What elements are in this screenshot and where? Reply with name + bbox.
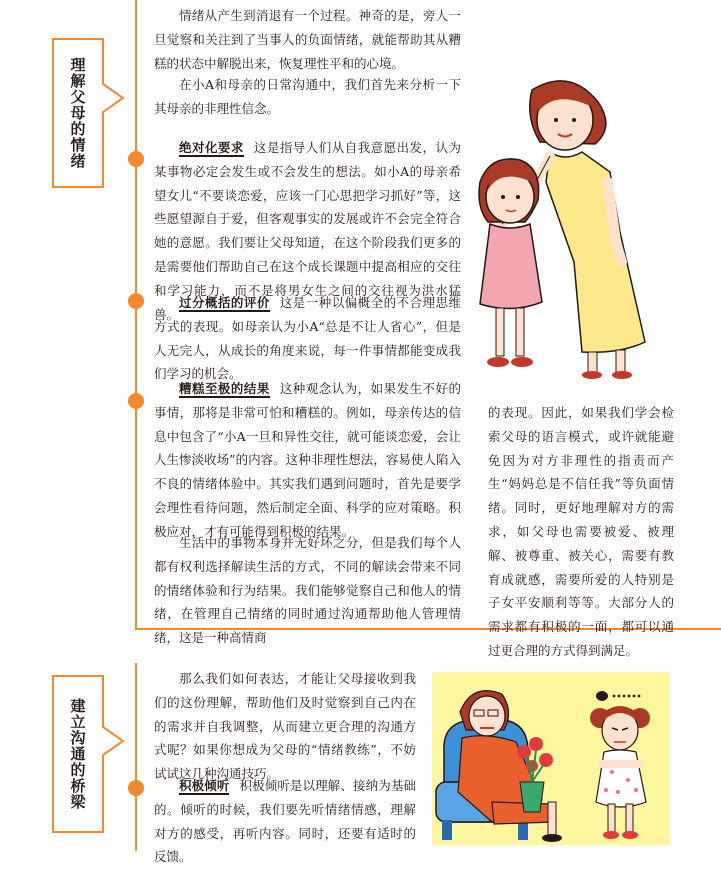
catastrophizing-heading: 糟糕至极的结果 — [179, 381, 270, 396]
section2-tag — [52, 675, 104, 833]
overgeneralization-heading: 过分概括的评价 — [179, 295, 270, 310]
catastrophizing-body: 这种观念认为，如果发生不好的事情，那将是非常可怕和糟糕的。例如，母亲传达的信息中包含了“小A一旦和异性交往，就可能谈恋爱，会让人生惨淡收场”的内容。这种非理性想法，容易使人陷入不良的情绪体验中。其实我们遇到问题时，首先是要学会理性看待问题，然后制定全面、科学的应对策略。积极应对，才有可能得到积极的结果。 — [154, 381, 461, 539]
bullet-dot — [128, 393, 144, 409]
absolute-demand-heading: 绝对化要求 — [179, 140, 244, 155]
section1-tag — [52, 38, 104, 188]
active-listening-body: 积极倾听是以理解、接纳为基础的。倾听的时候，我们要先听情绪情感，理解对方的感受，再听内容。同时，还要有适时的反馈。 — [154, 778, 416, 865]
section1-vertical-rule — [135, 0, 137, 630]
active-listening-paragraph — [154, 774, 416, 869]
absolute-demand-body: 这是指导人们从自我意愿出发，认为某事物必定会发生或不会发生的想法。如小A的母亲希望女儿“不要谈恋爱，应该一门心思把学习抓好”等，这些愿望源自于爱，但客观事实的发展或许不会完全符合她的意愿。我们要让父母知道，在这个阶段我们更多的是需要他们帮助自己在这个成长课题中提高相应的交往和学习能力，而不是将男女生之间的交往视为洪水猛兽。 — [154, 140, 461, 322]
intro-paragraph-1: 情绪从产生到消退有一个过程。神奇的是，旁人一旦觉察和关注到了当事人的负面情绪，就能帮助其从糟糕的状态中解脱出来，恢复理性平和的心境。 — [154, 8, 461, 71]
bullet-dot — [128, 293, 144, 309]
overgeneralization-body: 这是一种以偏概全的不合理思维方式的表现。如母亲认为小A“总是不让人省心”，但是人无完人，从成长的角度来说，每一件事情都能变成我们学习的机会。 — [154, 295, 461, 382]
daughter-figure — [479, 159, 542, 367]
intro-paragraph-2: 在小A和母亲的日常沟通中，我们首先来分析一下其母亲的非理性信念。 — [154, 77, 461, 116]
section2-vertical-rule — [135, 663, 137, 851]
active-listening-heading: 积极倾听 — [179, 778, 230, 793]
catastrophizing-paragraph — [154, 377, 461, 544]
mother-daughter-illustration — [470, 72, 700, 390]
section2-tag-text: 建立沟通的桥梁 — [68, 698, 87, 810]
right-column-paragraph: 的表现。因此，如果我们学会检索父母的语言模式，或许就能避免因为对方非理性的指责而产生“妈妈总是不信任我”等负面情绪。同时，更好地理解对方的需求，如父母也需要被爱、被理解、被尊重、被关心，需要有教育成就感，需要所爱的人特别是子女平安顺利等等。大部分人的需求都有积极的一面，都可以通过更合理的方式得到满足。 — [488, 405, 674, 658]
section1-tag-text: 理解父母的情绪 — [68, 57, 87, 169]
life-paragraph: 生活中的事物本身并无好坏之分，但是我们每个人都有权利选择解读生活的方式，不同的解读会带来不同的情绪体验和行为结果。我们能够觉察自己和他人的情绪，在管理自己情绪的同时通过沟通帮助他人管理情绪，这是一种高情商 — [154, 535, 461, 646]
overgeneralization-paragraph — [154, 291, 461, 386]
armchair-mother-girl-illustration — [432, 672, 670, 845]
section2-intro-paragraph: 那么我们如何表达，才能让父母接收到我们的这份理解，帮助他们及时觉察到自己内在的需求并自我调整，从而建立更合理的沟通方式呢？如果你想成为父母的“情绪教练”，不妨试试这几种沟通技巧。 — [154, 671, 416, 782]
